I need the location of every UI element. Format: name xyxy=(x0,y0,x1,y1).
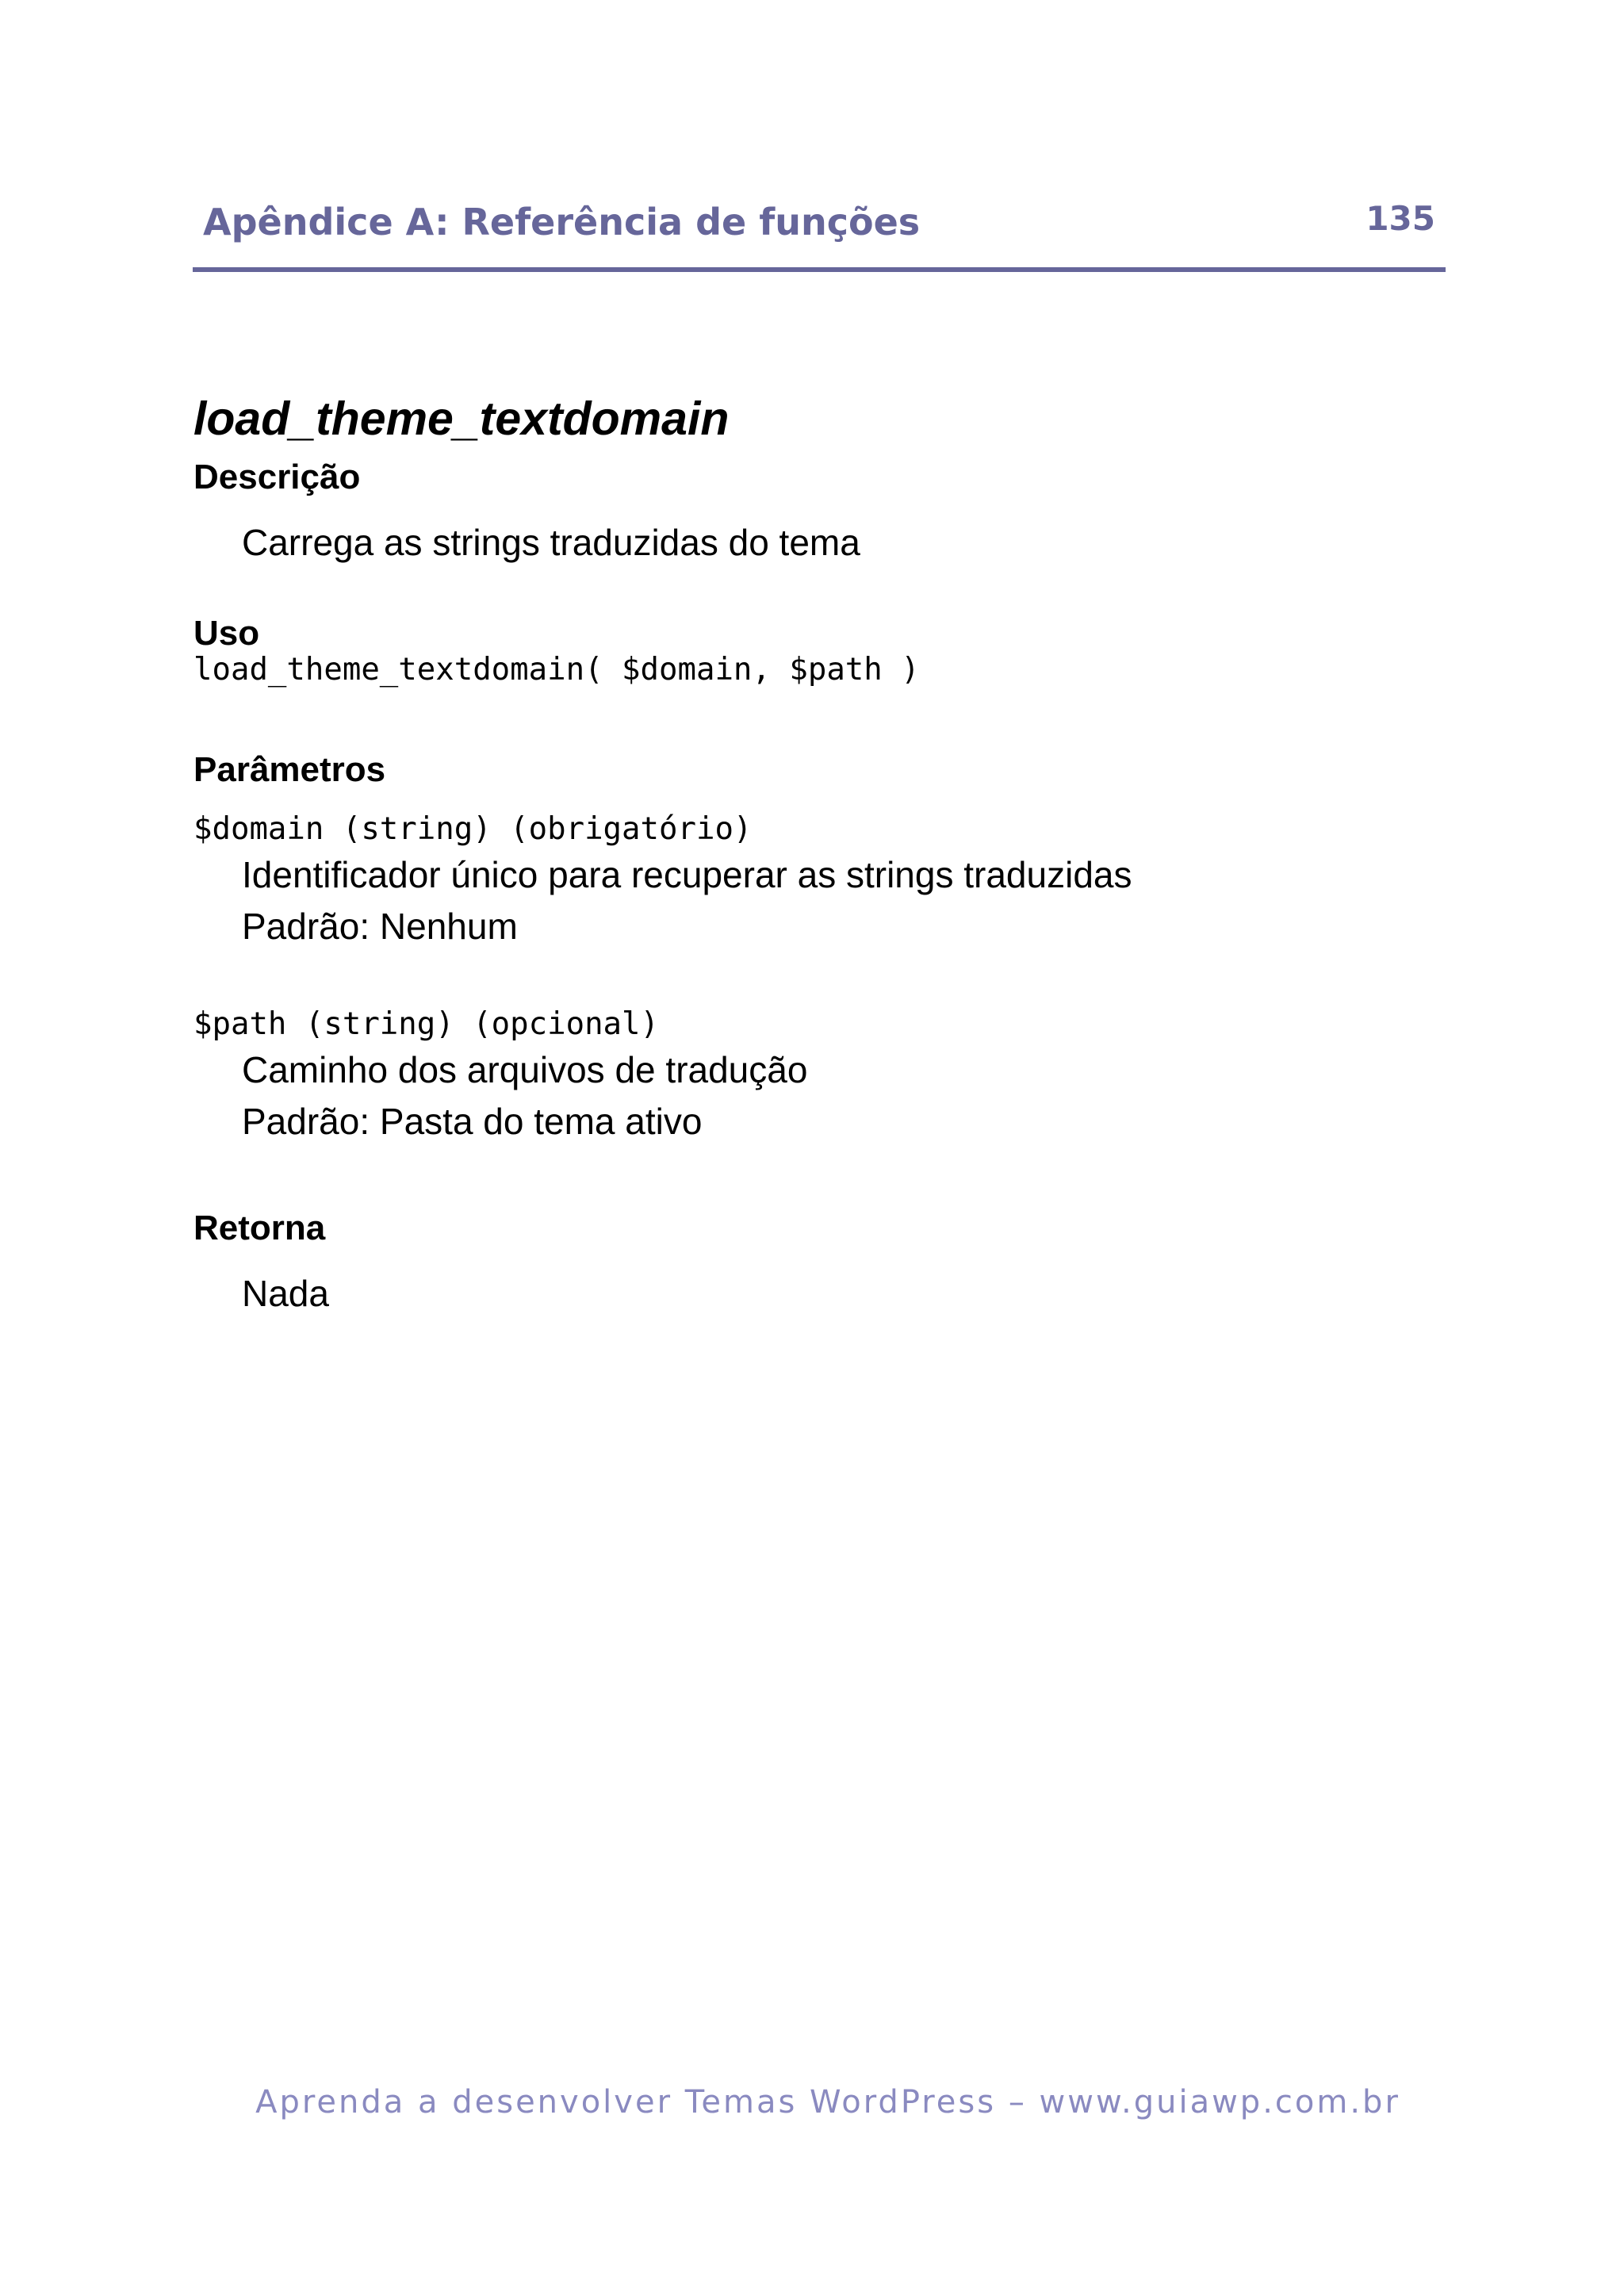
function-title: load_theme_textdomain xyxy=(193,393,730,445)
chapter-title: Apêndice A: Referência de funções xyxy=(203,201,921,243)
description-heading: Descrição xyxy=(193,458,361,496)
parameter-signature: $domain (string) (obrigatório) xyxy=(193,811,753,847)
usage-code: load_theme_textdomain( $domain, $path ) xyxy=(193,652,920,688)
usage-heading: Uso xyxy=(193,614,260,653)
description-text: Carrega as strings traduzidas do tema xyxy=(242,522,860,563)
parameter-signature: $path (string) (opcional) xyxy=(193,1006,659,1042)
page-footer: Aprenda a desenvolver Temas WordPress – www.guiawp.com.br xyxy=(255,2084,1400,2121)
header-divider xyxy=(193,267,1446,272)
usage-section xyxy=(193,615,1431,688)
parameter-default: Padrão: Nenhum xyxy=(242,906,518,947)
parameter-item xyxy=(193,810,1431,952)
page-number: 135 xyxy=(1365,199,1435,238)
returns-heading: Retorna xyxy=(193,1209,326,1247)
returns-text: Nada xyxy=(242,1273,329,1314)
function-reference xyxy=(193,387,1431,1320)
description-section xyxy=(193,454,1431,569)
page-header xyxy=(193,194,1446,274)
parameter-default: Padrão: Pasta do tema ativo xyxy=(242,1101,703,1142)
parameter-description: Caminho dos arquivos de tradução xyxy=(242,1049,808,1090)
parameters-heading: Parâmetros xyxy=(193,750,386,789)
returns-section xyxy=(193,1205,1431,1320)
parameter-item xyxy=(193,1005,1431,1147)
parameters-section xyxy=(193,746,1431,1147)
parameter-description: Identificador único para recuperar as strings traduzidas xyxy=(242,854,1132,895)
